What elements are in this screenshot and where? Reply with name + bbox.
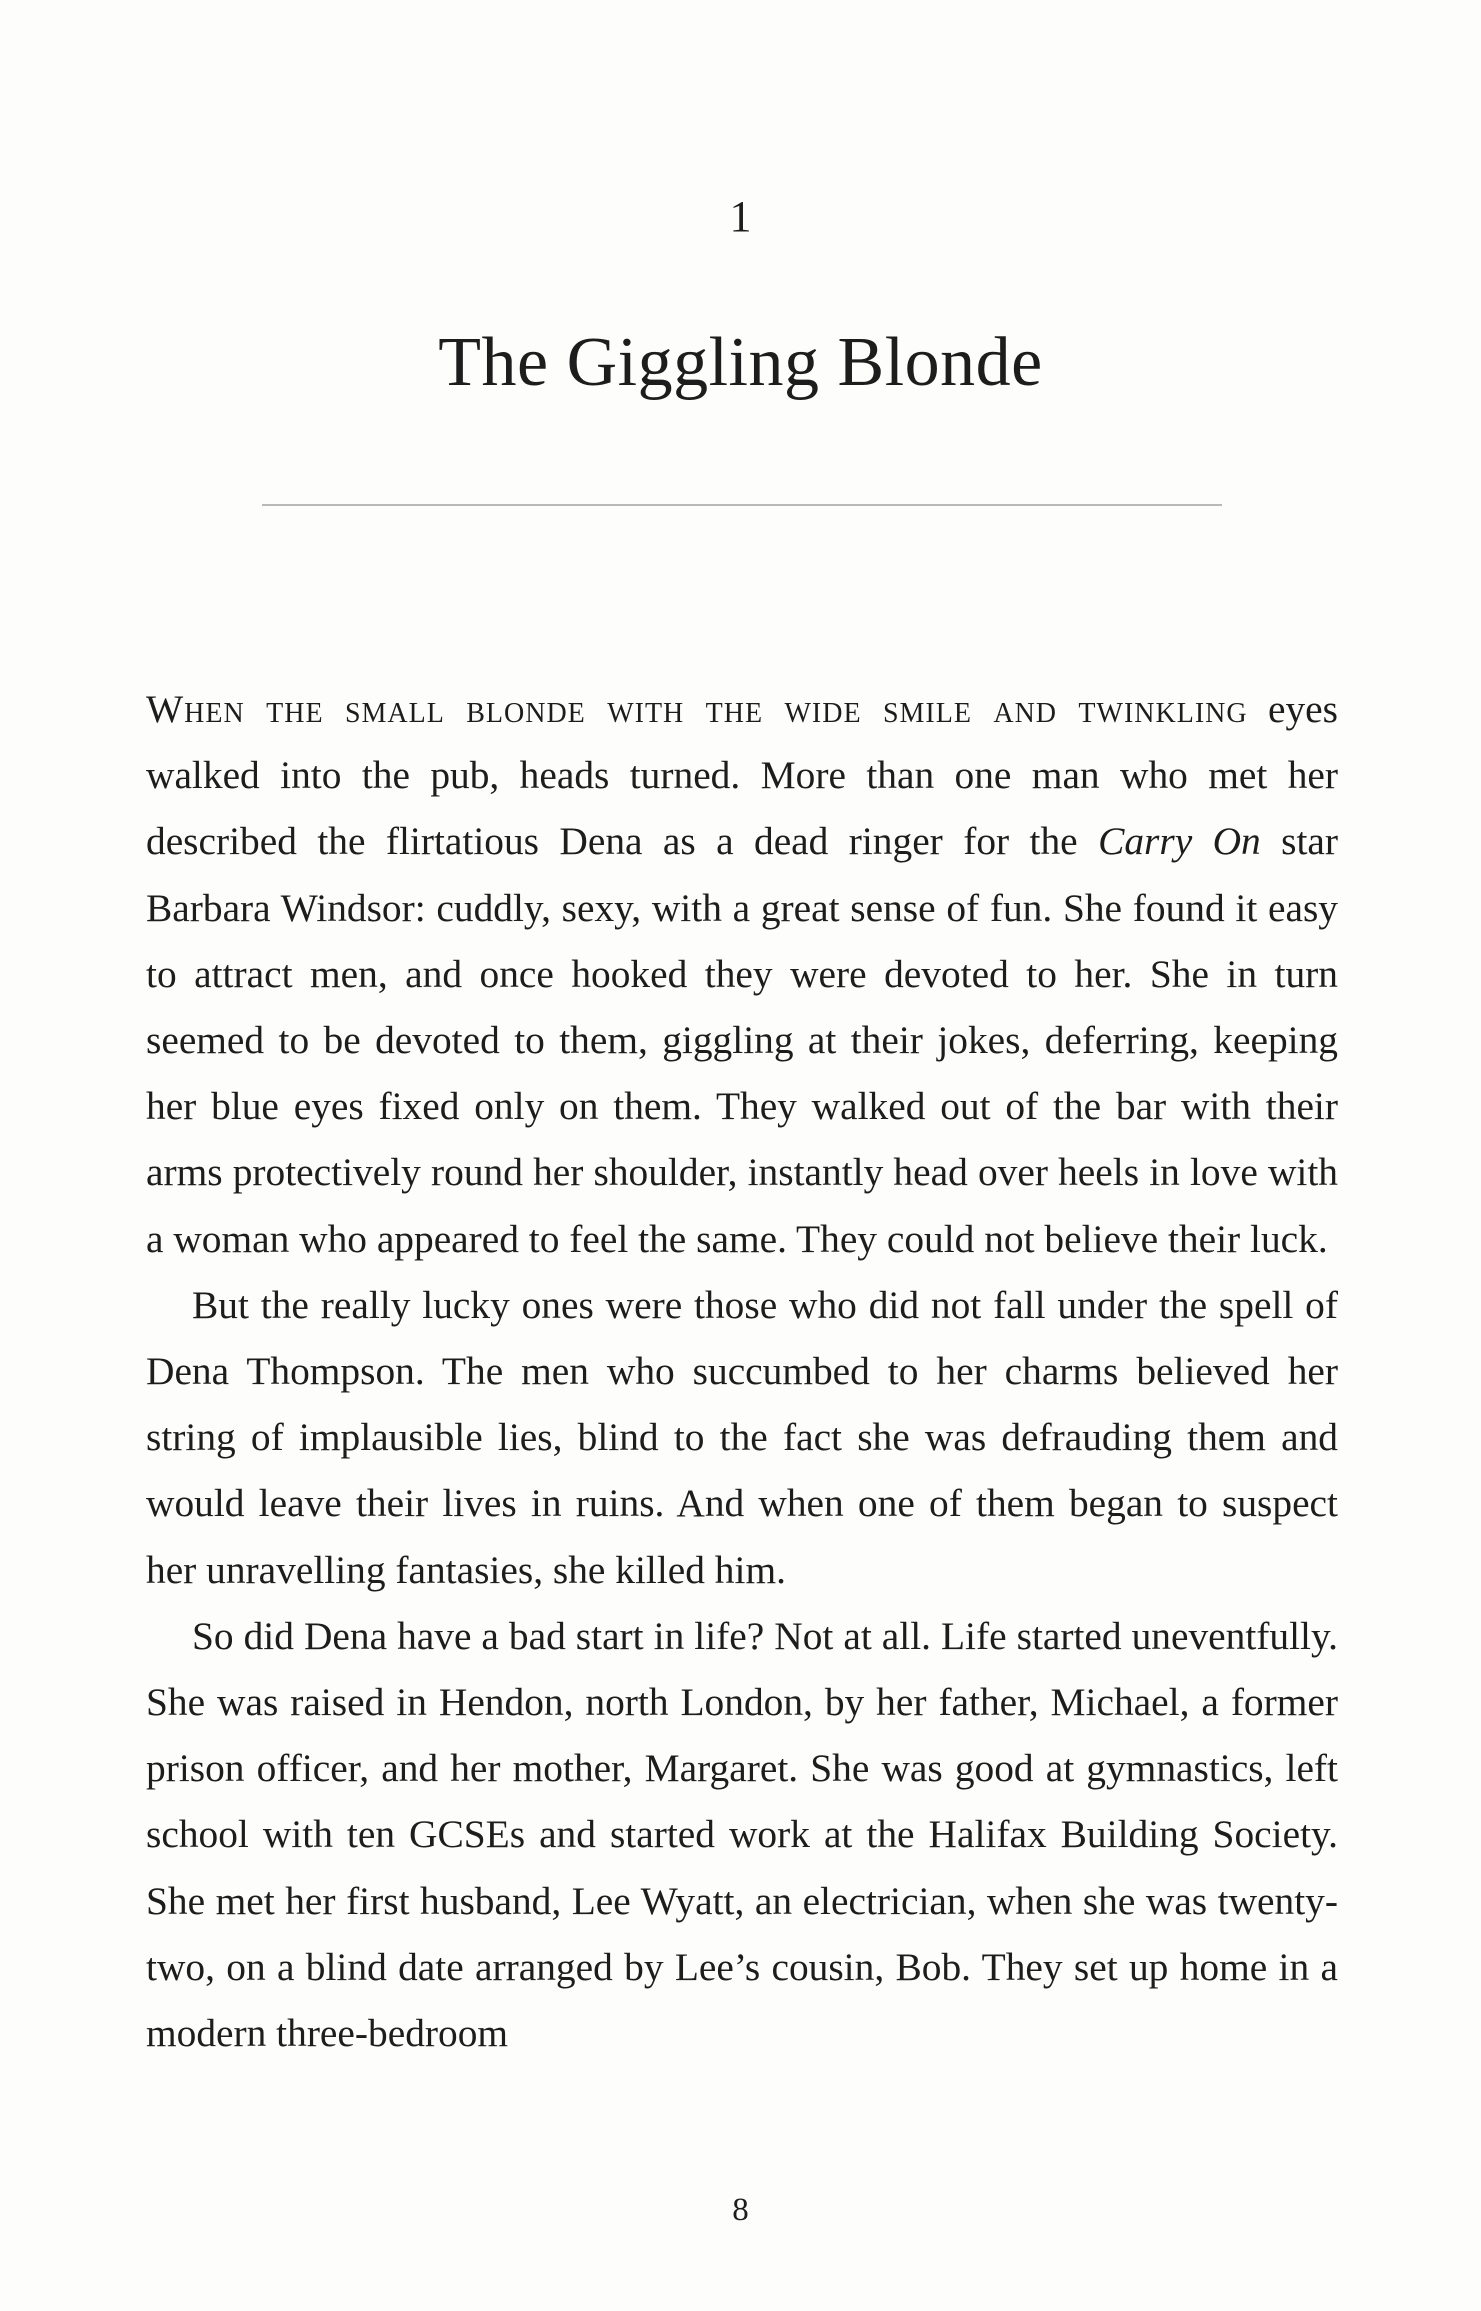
italic-title-run: Carry On xyxy=(1098,819,1261,864)
title-divider xyxy=(262,504,1222,506)
paragraph-1 xyxy=(146,676,1338,1272)
paragraph-2 xyxy=(146,1272,1338,1603)
text-run: star Barbara Windsor: cuddly, sexy, with a great sense of fun. She found it easy to attract men, and once hooked they were devoted to her. She in turn seemed to be devoted to them, giggling at their jokes, deferring, keeping her blue eyes fixed only on them. They walked out of the bar with their arms protectively round her shoulder, instantly head over heels in love with a woman who appeared to feel the same. They could not believe their luck. xyxy=(146,819,1338,1261)
text-run: So did Dena have a bad start in life? Not at all. Life started uneventfully. She was raised in Hendon, north London, by her father, Michael, a former prison officer, and her mother, Margaret. She was good at gymnastics, left school with ten GCSEs and started work at the Halifax Building Society. She met her first husband, Lee Wyatt, an electrician, when she was twenty-two, on a blind date arranged by Lee’s cousin, Bob. They set up home in a modern three-bedroom xyxy=(146,1613,1338,2056)
text-run: eyes walked into the pub, heads turned. More than one man who met her described the flirtatious Dena as a dead ringer for the xyxy=(146,687,1339,864)
page-number: 8 xyxy=(732,2192,749,2228)
chapter-title: The Giggling Blonde xyxy=(438,324,1043,401)
small-caps-lead: When the small blonde with the wide smile and twinkling xyxy=(146,687,1248,731)
paragraph-3 xyxy=(146,1603,1338,2066)
body-text xyxy=(146,676,1338,2066)
text-run: But the really lucky ones were those who did not fall under the spell of Dena Thompson. The men who succumbed to her charms believed her string of implausible lies, blind to the fact she was defrauding them and would leave their lives in ruins. And when one of them began to suspect her unravelling fantasies, she killed him. xyxy=(146,1282,1338,1592)
chapter-number: 1 xyxy=(729,192,752,241)
